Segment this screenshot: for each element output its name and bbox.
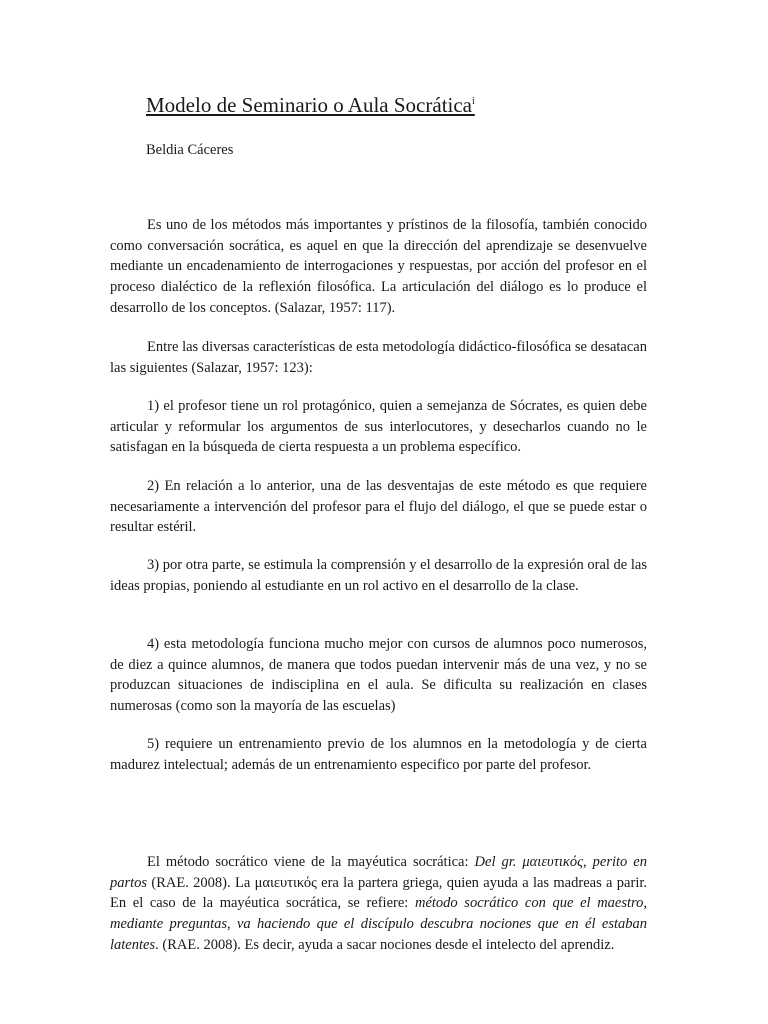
text-run: El método socrático viene de la mayéutica socrática: (147, 854, 475, 870)
author-name: Beldia Cáceres (146, 142, 234, 158)
paragraph-characteristics (110, 337, 647, 378)
paragraph-text: Entre las diversas características de esta metodología didáctico-filosófica se desatacan las siguientes (Salazar, 1957: 123): (110, 339, 647, 376)
footnote-marker[interactable]: i (472, 96, 475, 107)
text-run: (RAE. 2008). La μαιευτικός era la partera griega, quien ayuda a las madreas a parir. En el caso de la mayéutica socrática, se refiere: (110, 874, 647, 912)
paragraph-intro (110, 215, 647, 319)
list-item-3 (110, 555, 647, 596)
list-item-2 (110, 476, 647, 538)
title-text: Modelo de Seminario o Aula Socrática (146, 93, 473, 117)
paragraph-text: 5) requiere un entrenamiento previo de los alumnos en la metodología y de cierta madurez intelectual; además de un entrenamiento especifico por parte del profesor. (110, 736, 647, 773)
list-item-4 (110, 634, 647, 717)
italic-quote: método socrático con que el maestro, mediante preguntas, va haciendo que el discípulo descubra nociones que en él estaban latentes (110, 895, 647, 953)
paragraph-text: 4) esta metodología funciona mucho mejor con cursos de alumnos poco numerosos, de diez a quince alumnos, de manera que todos puedan intervenir más de una vez, y no se produzcan situaciones de indisciplina en el aula. Se dificulta su realización en clases numerosas (como son la mayoría de las escuelas) (110, 636, 647, 715)
paragraph-text (110, 852, 647, 956)
paragraph-mayeutica (110, 852, 647, 956)
text-run: . (RAE. 2008). Es decir, ayuda a sacar nociones desde el intelecto del aprendiz. (155, 936, 615, 953)
paragraph-text: 1) el profesor tiene un rol protagónico, quien a semejanza de Sócrates, es quien debe articular y reformular los argumentos de sus interlocutores, y desecharlos cuando no le satisfagan en la búsqueda de cierta respuesta a un problema específico. (110, 398, 647, 456)
paragraph-text: 2) En relación a lo anterior, una de las desventajas de este método es que requiere necesariamente a intervención del profesor para el flujo del diálogo, el que se puede estar o resultar estéril. (110, 478, 647, 536)
paragraph-text: 3) por otra parte, se estimula la comprensión y el desarrollo de la expresión oral de las ideas propias, poniendo al estudiante en un rol activo en el desarrollo de la clase. (110, 557, 647, 594)
document-title (146, 93, 475, 118)
paragraph-text: Es uno de los métodos más importantes y prístinos de la filosofía, también conocido como conversación socrática, es aquel en que la dirección del aprendizaje se desenvuelve mediante un encadenamiento de interrogaciones y respuestas, por acción del profesor en el proceso dialéctico de la reflexión filosófica. La articulación del diálogo es lo produce el desarrollo de los conceptos. (Salazar, 1957: 117). (110, 217, 647, 316)
list-item-5 (110, 734, 647, 775)
italic-definition: Del gr. μαιευτικός, perito en partos (110, 854, 647, 891)
list-item-1 (110, 396, 647, 458)
